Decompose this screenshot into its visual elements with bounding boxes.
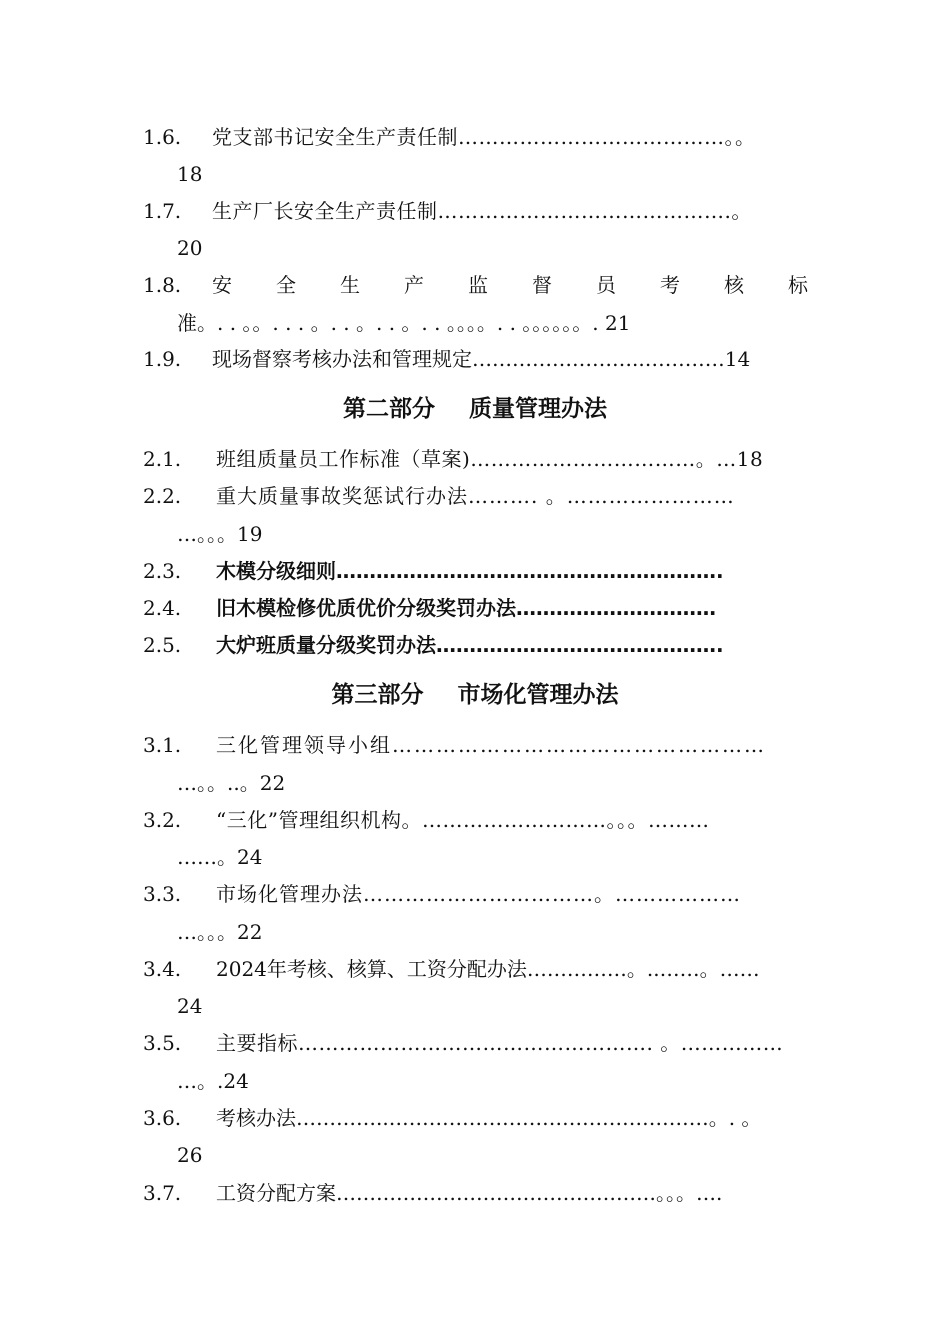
- toc-number: 2.5.: [143, 633, 182, 657]
- toc-number: 1.6.: [143, 125, 182, 149]
- toc-title-continuation: …。。..。22: [177, 771, 286, 795]
- toc-number: 1.7.: [143, 199, 182, 223]
- toc-title: 旧木模检修优质优价分级奖罚办法…………………………: [216, 596, 716, 620]
- toc-title-continuation: …。。。19: [177, 522, 263, 546]
- toc-char: 员: [596, 273, 616, 297]
- toc-title: 市场化管理办法……………………………。………………: [216, 882, 741, 906]
- section-heading: [0, 393, 950, 425]
- toc-title: 大炉班质量分级奖罚办法…………………………………….: [216, 633, 724, 657]
- toc-char: 督: [532, 273, 552, 297]
- section-number: 第二部分: [343, 396, 435, 422]
- toc-number: 2.4.: [143, 596, 182, 620]
- toc-title: “三化”管理组织机构。………………………。。。………: [216, 808, 710, 832]
- toc-number: 1.9.: [143, 347, 182, 371]
- section-title: 质量管理办法: [469, 396, 607, 422]
- toc-title-continuation: 准。. . 。。. . . 。. . 。. . 。. . 。。。。. . 。。。。。。. 21: [177, 311, 631, 335]
- toc-title: 生产厂长安全生产责任制…………………………………….。: [212, 199, 752, 223]
- toc-page-number: 20: [177, 236, 203, 260]
- section-title: 市场化管理办法: [457, 682, 619, 708]
- toc-title-continuation: …。.24: [177, 1069, 249, 1093]
- toc-title: 重大质量事故奖惩试行办法………. 。……………………: [216, 484, 735, 508]
- toc-title: 考核办法…………..…………………………………………。. 。: [216, 1106, 762, 1130]
- toc-number: 3.7.: [143, 1181, 182, 1205]
- toc-title: 2024年考核、核算、工资分配办法……………。..……。……: [216, 957, 760, 981]
- toc-title: 党支部书记安全生产责任制…………………………………。。: [212, 125, 756, 149]
- toc-number: 3.6.: [143, 1106, 182, 1130]
- toc-number: 3.2.: [143, 808, 182, 832]
- toc-char: 安: [212, 273, 232, 297]
- toc-title-spread: [212, 271, 808, 299]
- toc-char: 产: [404, 273, 424, 297]
- section-heading: [0, 679, 950, 711]
- toc-char: 监: [468, 273, 488, 297]
- toc-title: 现场督察考核办法和管理规定……………………..…………14: [212, 347, 751, 371]
- toc-number: 2.1.: [143, 447, 182, 471]
- toc-number: 3.3.: [143, 882, 182, 906]
- toc-number: 3.4.: [143, 957, 182, 981]
- toc-title: 三化管理领导小组……………………………………………: [216, 733, 766, 757]
- toc-number: 2.3.: [143, 559, 182, 583]
- toc-char: 核: [724, 273, 744, 297]
- toc-title-continuation: ……。24: [177, 845, 263, 869]
- toc-char: 标: [788, 273, 808, 297]
- toc-title: 工资分配方案…………………………………………。。。….: [216, 1181, 723, 1205]
- toc-char: 考: [660, 273, 680, 297]
- toc-title: 班组质量员工作标准（草案)……………………………。…18: [216, 447, 764, 471]
- toc-number: 2.2.: [143, 484, 182, 508]
- toc-page-number: 24: [177, 994, 203, 1018]
- toc-title-continuation: …。。。22: [177, 920, 263, 944]
- toc-number: 3.1.: [143, 733, 182, 757]
- toc-char: 全: [276, 273, 296, 297]
- toc-number: 1.8.: [143, 273, 182, 297]
- toc-title: 木模分级细则………………………………………………….: [216, 559, 724, 583]
- toc-title: 主要指标……………………………………………. 。……………: [216, 1031, 784, 1055]
- toc-number: 3.5.: [143, 1031, 182, 1055]
- toc-page-number: 26: [177, 1143, 203, 1167]
- toc-page-number: 18: [177, 162, 203, 186]
- section-number: 第三部分: [331, 682, 424, 708]
- toc-char: 生: [340, 273, 360, 297]
